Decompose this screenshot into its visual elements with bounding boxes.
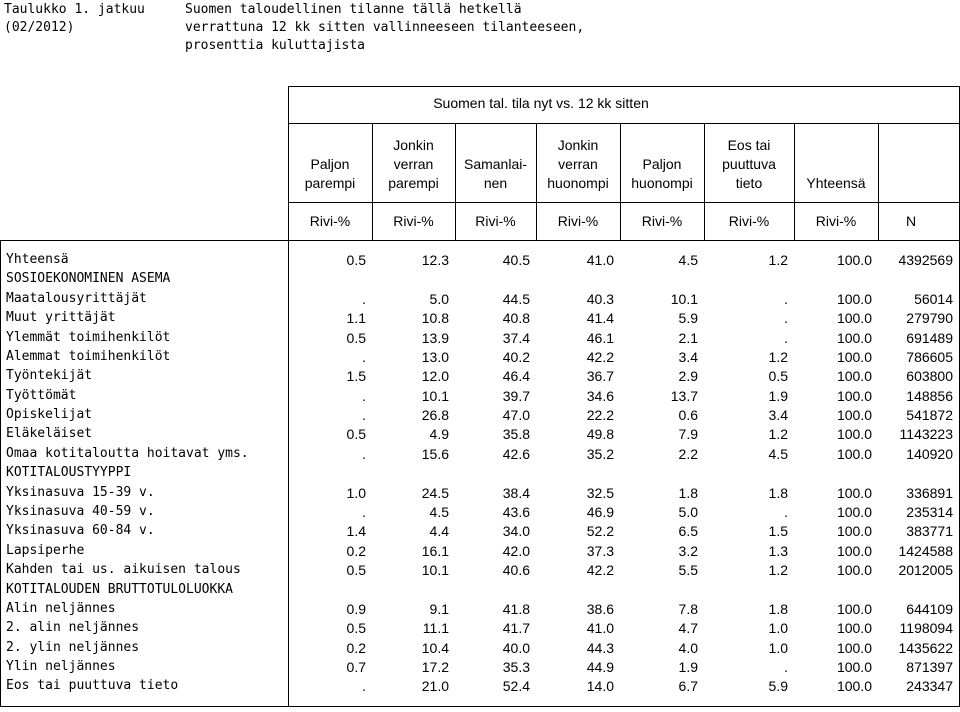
cell-value: . [362,407,366,423]
cell-value: 21.0 [421,678,449,695]
cell-value: 100.0 [836,426,872,443]
table-row [0,368,960,387]
table-row [0,523,960,542]
cell-value: 100.0 [836,678,872,695]
cell-value: 100.0 [836,600,872,617]
cell-value: 41.7 [502,620,530,637]
unit-row-percent: Rivi-% [557,213,599,229]
cell-value: 100.0 [836,523,872,540]
cell-value: 24.5 [421,484,449,501]
cell-value: 10.1 [421,387,449,404]
cell-value: 100.0 [836,368,872,385]
cell-value: 0.9 [346,600,366,617]
cell-value: 35.8 [502,426,530,443]
section-label: KOTITALOUSTYYPPI [6,465,132,481]
cell-n: 4392569 [898,252,953,268]
cell-n: 1435622 [898,639,953,656]
cell-value: 42.2 [586,348,614,365]
cell-n: 603800 [906,368,953,385]
table-row [0,485,960,504]
cell-value: 1.9 [768,387,788,404]
cell-n: 148856 [906,387,953,404]
cell-value: 41.0 [586,620,614,637]
cell-value: 100.0 [836,503,872,520]
cell-n: 235314 [906,503,953,520]
cell-value: 1.3 [768,542,788,559]
column-header-line: nen [483,175,508,191]
cell-value: 49.8 [586,426,614,443]
cell-value: . [784,659,788,675]
column-header-line: Yhteensä [806,175,866,191]
row-label: Yksinasuva 40-59 v. [6,503,155,519]
table-row [0,562,960,581]
cell-value: 16.1 [421,542,449,559]
cell-value: 4.0 [678,639,698,656]
cell-value: 10.4 [421,639,449,656]
row-label: Eläkeläiset [6,426,93,442]
cell-value: 39.7 [502,387,530,404]
cell-value: 40.5 [502,252,530,268]
rule-group-bottom [288,123,960,124]
column-header-line: Paljon [642,156,682,172]
cell-value: 40.6 [502,562,530,579]
cell-value: 13.9 [421,329,449,346]
cell-value: 41.0 [586,252,614,268]
cell-value: 34.6 [586,387,614,404]
cell-value: 100.0 [836,329,872,346]
cell-value: 4.7 [678,620,698,637]
table-row [0,330,960,349]
table-row [0,252,960,271]
cell-value: 15.6 [421,445,449,462]
row-label: Työntekijät [6,368,93,384]
cell-value: 0.5 [346,252,366,268]
row-label: Alin neljännes [6,600,116,616]
unit-row-percent: Rivi-% [815,213,857,229]
cell-value: 10.1 [421,562,449,579]
cell-n: 1143223 [899,426,953,443]
rule-column-divider [878,123,879,240]
rule-group-top [288,86,960,87]
cell-value: 9.1 [429,600,449,617]
table-row [0,543,960,562]
cell-n: 1424588 [898,542,953,559]
cell-value: 17.2 [421,659,449,675]
cell-value: 6.7 [678,678,698,695]
cell-value: 1.5 [768,523,788,540]
table-row [0,349,960,368]
cell-value: 100.0 [836,620,872,637]
cell-n: 140920 [906,445,953,462]
unit-row-percent: Rivi-% [309,213,351,229]
cell-value: 1.2 [768,252,788,268]
section-header-row [0,271,960,290]
row-label: Lapsiperhe [6,542,85,558]
cell-value: 5.9 [678,310,698,327]
rule-header-bottom [0,240,960,241]
cell-value: 0.2 [346,542,366,559]
column-header-line: verran [558,156,598,172]
cell-value: 0.5 [346,562,366,579]
column-header-line: Jonkin [393,137,434,153]
column-header-line: puuttuva [722,156,776,172]
cell-value: 7.8 [678,600,698,617]
table-row [0,504,960,523]
cell-value: 100.0 [836,252,872,268]
cell-value: 10.1 [670,290,698,307]
cell-value: 0.2 [346,639,366,656]
cell-value: 1.8 [768,600,788,617]
column-header-line: Eos tai [727,137,771,153]
cell-value: 3.4 [768,407,788,423]
cell-value: . [362,503,366,520]
cell-value: 37.3 [586,542,614,559]
cell-value: 11.1 [422,620,449,637]
cell-value: 10.8 [421,310,449,327]
cell-n: 541872 [906,407,953,423]
cell-value: 100.0 [836,387,872,404]
cell-value: 26.8 [421,407,449,423]
cell-value: 7.9 [678,426,698,443]
cell-value: 35.2 [586,445,614,462]
cell-value: . [362,445,366,462]
cell-value: 3.2 [678,542,698,559]
table-title-line-3: prosenttia kuluttajista [185,38,366,53]
cell-value: 6.5 [678,523,698,540]
cell-value: 1.1 [346,310,366,327]
cell-value: 1.0 [346,484,366,501]
unit-row-percent: Rivi-% [475,213,516,229]
section-label: KOTITALOUDEN BRUTTOTULOLUOKKA [6,581,233,597]
table-row [0,388,960,407]
cell-value: 100.0 [836,407,872,423]
table-title-line-2: verrattuna 12 kk sitten vallinneeseen tilanteeseen, [185,20,585,35]
group-header: Suomen tal. tila nyt vs. 12 kk sitten [433,95,649,111]
cell-value: 1.4 [346,523,366,540]
cell-value: 100.0 [836,484,872,501]
cell-value: 44.9 [586,659,614,675]
table-title-line-1: Suomen taloudellinen tilanne tällä hetkellä [185,2,522,17]
cell-value: . [784,310,788,327]
cell-value: 100.0 [836,542,872,559]
cell-n: 2012005 [898,562,953,579]
cell-value: 35.3 [502,659,530,675]
cell-n: 279790 [906,310,953,327]
row-label: 2. alin neljännes [6,620,140,636]
cell-n: 383771 [906,523,953,540]
cell-value: 43.6 [502,503,530,520]
cell-value: 40.2 [502,348,530,365]
cell-value: 12.3 [421,252,449,268]
table-row [0,291,960,310]
cell-value: 52.4 [502,678,530,695]
cell-value: 5.0 [429,290,449,307]
cell-value: 41.8 [502,600,530,617]
cell-value: 42.2 [586,562,614,579]
cell-value: 14.0 [586,678,614,695]
section-header-row [0,465,960,484]
row-label: Yksinasuva 15-39 v. [6,484,155,500]
cell-n: 243347 [906,678,953,695]
cell-value: 5.5 [678,562,698,579]
cell-value: 0.5 [768,368,788,385]
cell-value: 100.0 [836,310,872,327]
cell-value: 44.5 [502,290,530,307]
row-label: Ylemmät toimihenkilöt [6,329,171,345]
row-label: Eos tai puuttuva tieto [6,678,179,694]
cell-value: 1.9 [678,659,698,675]
column-header-line: tieto [735,175,763,191]
cell-value: 13.7 [670,387,698,404]
cell-value: 100.0 [836,290,872,307]
table-row [0,426,960,445]
row-label: Ylin neljännes [6,659,116,674]
cell-value: 1.8 [768,484,788,501]
cell-value: 41.4 [586,310,614,327]
cell-value: 12.0 [421,368,449,385]
cell-value: 1.2 [768,426,788,443]
cell-value: 0.6 [678,407,698,423]
cell-value: 4.5 [678,252,698,268]
table-row [0,407,960,426]
cell-value: 1.2 [768,562,788,579]
cell-value: 46.1 [586,329,614,346]
cell-value: 37.4 [502,329,530,346]
section-label: SOSIOEKONOMINEN ASEMA [6,271,171,287]
table-row [0,659,960,678]
cell-n: 336891 [906,484,953,501]
table-row [0,446,960,465]
cell-value: 0.5 [346,329,366,346]
cell-n: 1198094 [899,620,953,637]
row-label: Työttömät [6,387,77,403]
row-label: Kahden tai us. aikuisen talous [6,562,241,578]
cell-n: 786605 [906,348,953,365]
cell-value: . [362,387,366,404]
row-label: Muut yrittäjät [6,310,116,326]
rule-table-bottom [0,706,960,707]
cell-value: 1.0 [768,639,788,656]
cell-value: 2.9 [678,368,698,385]
column-header-line: huonompi [631,175,693,191]
section-header-row [0,582,960,601]
table-row [0,678,960,697]
cell-n: 691489 [906,329,953,346]
cell-value: . [362,290,366,307]
cell-value: 2.1 [678,329,698,346]
column-header-line: Jonkin [557,137,599,153]
cell-value: 100.0 [836,562,872,579]
cell-value: 40.8 [502,310,530,327]
cell-value: 100.0 [836,445,872,462]
cell-value: 2.2 [678,445,698,462]
cell-value: 38.6 [586,600,614,617]
cell-value: 38.4 [502,484,530,501]
cell-value: 0.7 [346,659,366,675]
cell-value: 1.5 [346,368,366,385]
cell-value: 46.4 [502,368,530,385]
column-header-line: Paljon [310,156,350,172]
unit-row-percent: Rivi-% [393,213,434,229]
cell-value: 0.5 [346,620,366,637]
cell-value: . [784,503,788,520]
row-label: Alemmat toimihenkilöt [6,348,171,364]
cell-value: 4.9 [429,426,449,443]
cell-value: 42.6 [502,445,530,462]
cell-value: 4.4 [429,523,449,540]
column-header-line: parempi [388,175,439,191]
cell-value: 1.0 [768,620,788,637]
cell-value: 46.9 [586,503,614,520]
row-label: Maatalousyrittäjät [6,290,147,306]
table-number: Taulukko 1. jatkuu [4,2,145,17]
table-row [0,620,960,639]
cell-value: 52.2 [586,523,614,540]
table-row [0,310,960,329]
table-row [0,640,960,659]
cell-value: 34.0 [502,523,530,540]
cell-value: 47.0 [502,407,530,423]
cell-value: 100.0 [836,639,872,656]
row-label: Yksinasuva 60-84 v. [6,523,155,539]
cell-value: 0.5 [346,426,366,443]
table-date: (02/2012) [4,20,75,35]
cell-value: 3.4 [678,348,698,365]
cell-value: 5.0 [678,503,698,520]
rule-columns-bottom [288,202,960,203]
cell-value: 40.3 [586,290,614,307]
column-header-line: verran [393,156,434,172]
cell-value: 5.9 [768,678,788,695]
column-header-line: huonompi [547,175,609,191]
cell-value: 100.0 [836,348,872,365]
cell-value: . [784,329,788,346]
row-label: Opiskelijat [6,407,93,422]
cell-value: . [362,678,366,695]
row-label: Yhteensä [6,252,69,267]
cell-value: 100.0 [836,659,872,675]
cell-value: 32.5 [586,484,614,501]
row-label: Omaa kotitaloutta hoitavat yms. [6,445,249,461]
unit-row-percent: Rivi-% [728,213,770,229]
cell-value: 42.0 [502,542,530,559]
cell-value: 1.2 [768,348,788,365]
cell-value: 4.5 [768,445,788,462]
cell-value: 40.0 [502,639,530,656]
cell-value: 36.7 [586,368,614,385]
cell-value: 1.8 [678,484,698,501]
table-row [0,601,960,620]
cell-n: 871397 [906,659,953,675]
cell-value: . [784,290,788,307]
cell-value: 4.5 [429,503,449,520]
column-header-line: parempi [304,175,356,191]
cell-value: . [362,348,366,365]
column-header-line: Samanlai- [463,156,528,172]
unit-row-percent: Rivi-% [641,213,683,229]
cell-value: 13.0 [421,348,449,365]
cell-value: 22.2 [586,407,614,423]
row-label: 2. ylin neljännes [6,639,140,655]
cell-value: 44.3 [586,639,614,656]
cell-n: 644109 [906,600,953,617]
unit-n: N [906,213,917,229]
cell-n: 56014 [914,290,953,307]
